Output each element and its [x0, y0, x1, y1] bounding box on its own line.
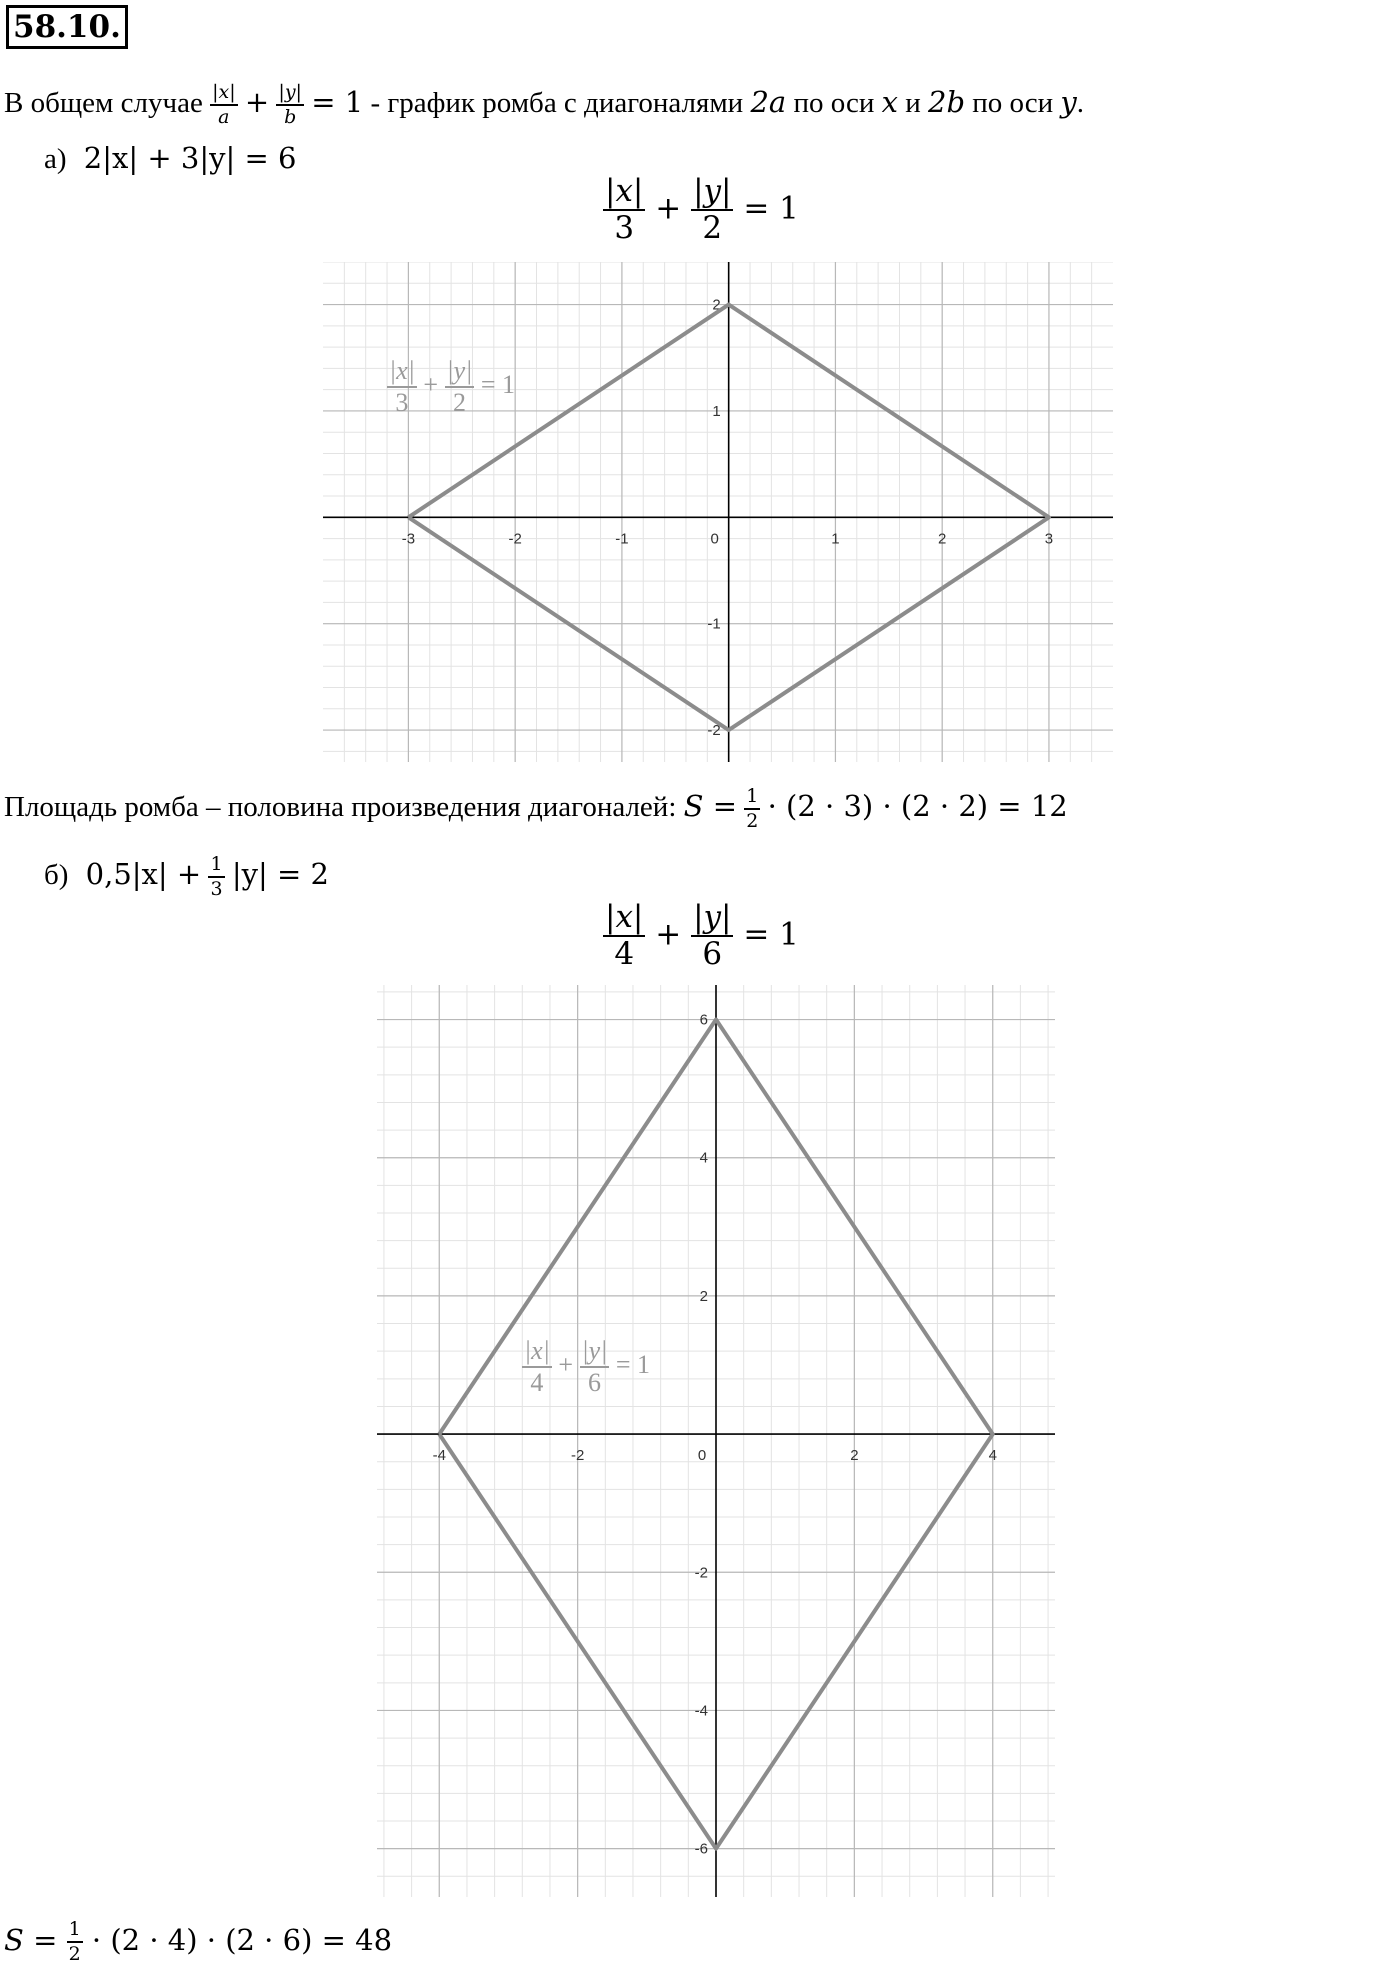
chart-b-x-tick-label: 4 — [988, 1447, 997, 1465]
part-b-area-line — [4, 1910, 392, 1970]
intro-suffix-4: по оси — [965, 87, 1061, 119]
part-b-label: б) — [44, 859, 69, 891]
part-b-area-num: 1 — [67, 1920, 83, 1943]
part-b-heading-num-x: |x| — [605, 899, 644, 935]
part-b-heading-den-y: 6 — [702, 936, 723, 972]
chart-a-x-tick-label: 2 — [938, 530, 947, 548]
intro-frac-x-den: a — [218, 106, 230, 129]
part-b-heading-frac-y — [691, 899, 733, 972]
chart-a-label-den-x: 3 — [395, 388, 409, 417]
chart-b-x-tick-label: 0 — [697, 1447, 707, 1465]
chart-a-label-num-y: |y| — [445, 358, 475, 388]
chart-b-label-num-y: |y| — [580, 1338, 610, 1368]
chart-b — [377, 985, 1055, 1897]
part-b-equation-right: |y| = 2 — [231, 857, 329, 891]
intro-plus: + — [244, 85, 270, 119]
chart-a-x-tick-label: -3 — [401, 530, 416, 548]
part-a-area-frac — [744, 787, 760, 831]
intro-prefix: В общем случае — [4, 87, 211, 119]
chart-b-x-tick-label: -4 — [432, 1447, 446, 1465]
part-b-eq-frac-den: 3 — [210, 878, 223, 901]
chart-b-label-plus: + — [558, 1349, 574, 1379]
intro-line — [4, 72, 1084, 133]
part-b-heading-den-x: 4 — [614, 936, 635, 972]
chart-b-label-num-x: |x| — [522, 1338, 552, 1368]
part-a-equation: 2|x| + 3|y| = 6 — [83, 141, 297, 175]
intro-frac-y — [276, 83, 304, 127]
part-a-line — [44, 140, 296, 177]
part-a-heading-num-x: |x| — [605, 173, 644, 209]
intro-frac-x — [210, 83, 238, 127]
chart-a-label — [387, 358, 515, 416]
part-b-equation-left: 0,5|x| + — [85, 857, 202, 891]
chart-a-x-tick-label: 3 — [1044, 530, 1054, 548]
part-b-area-den: 2 — [68, 1943, 81, 1965]
part-b-line — [44, 846, 329, 903]
part-b-heading-rhs: = 1 — [743, 916, 799, 953]
chart-a — [323, 262, 1113, 762]
chart-a-label-rhs: = 1 — [480, 369, 516, 399]
part-a-heading-den-y: 2 — [702, 210, 723, 246]
chart-b-x-tick-label: -2 — [570, 1447, 585, 1465]
intro-axis-x: x — [881, 85, 898, 119]
chart-b-label-frac-x — [522, 1338, 552, 1396]
chart-b-y-tick-label: 4 — [699, 1149, 708, 1167]
chart-a-y-tick-label: 2 — [712, 296, 721, 314]
chart-a-y-tick-label: -2 — [707, 722, 721, 740]
chart-a-y-tick-label: -1 — [707, 615, 721, 633]
part-a-area-num: 1 — [744, 787, 760, 810]
chart-b-label-den-x: 4 — [530, 1368, 544, 1397]
chart-a-x-tick-label: -2 — [508, 530, 522, 548]
chart-a-label-frac-y — [445, 358, 475, 416]
chart-a-x-tick-label: 0 — [710, 530, 719, 548]
part-b-area-frac — [67, 1920, 83, 1964]
intro-frac-x-num: |x| — [210, 83, 238, 106]
problem-number: 58.10. — [6, 5, 128, 49]
part-a-area-lhs: S = — [683, 789, 738, 823]
chart-b-y-tick-label: 6 — [699, 1011, 708, 1029]
chart-a-label-frac-x — [387, 358, 417, 416]
part-a-heading-rhs: = 1 — [743, 190, 799, 227]
chart-a-y-tick-label: 1 — [712, 402, 721, 420]
chart-a-x-tick-label: -1 — [615, 530, 629, 548]
intro-diag-y: 2b — [928, 85, 966, 119]
intro-suffix-3: и — [897, 87, 928, 119]
part-b-eq-frac — [208, 855, 224, 899]
intro-equals: = 1 — [311, 85, 364, 119]
chart-a-x-tick-label: 1 — [831, 530, 840, 548]
intro-frac-y-den: b — [284, 106, 297, 129]
part-a-area-den: 2 — [746, 810, 759, 833]
part-b-heading-num-y: |y| — [693, 899, 732, 935]
intro-suffix-2: по оси — [786, 87, 882, 119]
chart-b-label-den-y: 6 — [587, 1368, 601, 1397]
part-a-area-rest: · (2 · 3) · (2 · 2) = 12 — [767, 789, 1068, 823]
intro-suffix-1: - график ромба с диагоналями — [363, 87, 751, 119]
intro-diag-x: 2a — [750, 85, 787, 119]
part-b-area-rest: · (2 · 4) · (2 · 6) = 48 — [91, 1923, 393, 1957]
chart-b-y-tick-label: -6 — [694, 1840, 708, 1858]
part-b-area-lhs: S = — [4, 1923, 58, 1957]
chart-b-y-tick-label: -2 — [694, 1564, 708, 1582]
chart-a-label-den-y: 2 — [452, 388, 466, 417]
part-a-heading-plus: + — [655, 190, 682, 227]
part-b-heading — [603, 899, 799, 972]
part-a-area-text: Площадь ромба – половина произведения диагоналей: — [4, 791, 684, 823]
intro-frac-y-num: |y| — [276, 83, 304, 106]
part-a-heading-frac-y — [691, 173, 733, 246]
intro-suffix-5: . — [1076, 87, 1085, 119]
chart-b-y-tick-label: -4 — [694, 1702, 708, 1720]
chart-b-label — [522, 1338, 650, 1396]
part-b-heading-frac-x — [603, 899, 645, 972]
part-b-heading-plus: + — [655, 916, 682, 953]
part-a-area-line — [4, 778, 1068, 835]
part-b-eq-frac-num: 1 — [208, 855, 224, 878]
part-a-heading-frac-x — [603, 173, 645, 246]
intro-axis-y: y — [1060, 85, 1077, 119]
part-a-heading — [603, 173, 799, 246]
chart-a-label-num-x: |x| — [387, 358, 417, 388]
part-a-label: а) — [44, 143, 67, 175]
part-a-heading-num-y: |y| — [693, 173, 732, 209]
chart-a-label-plus: + — [423, 369, 439, 399]
chart-b-label-rhs: = 1 — [615, 1349, 651, 1379]
chart-b-y-tick-label: 2 — [699, 1287, 708, 1305]
chart-b-label-frac-y — [580, 1338, 610, 1396]
chart-b-x-tick-label: 2 — [850, 1447, 859, 1465]
part-a-heading-den-x: 3 — [614, 210, 635, 246]
